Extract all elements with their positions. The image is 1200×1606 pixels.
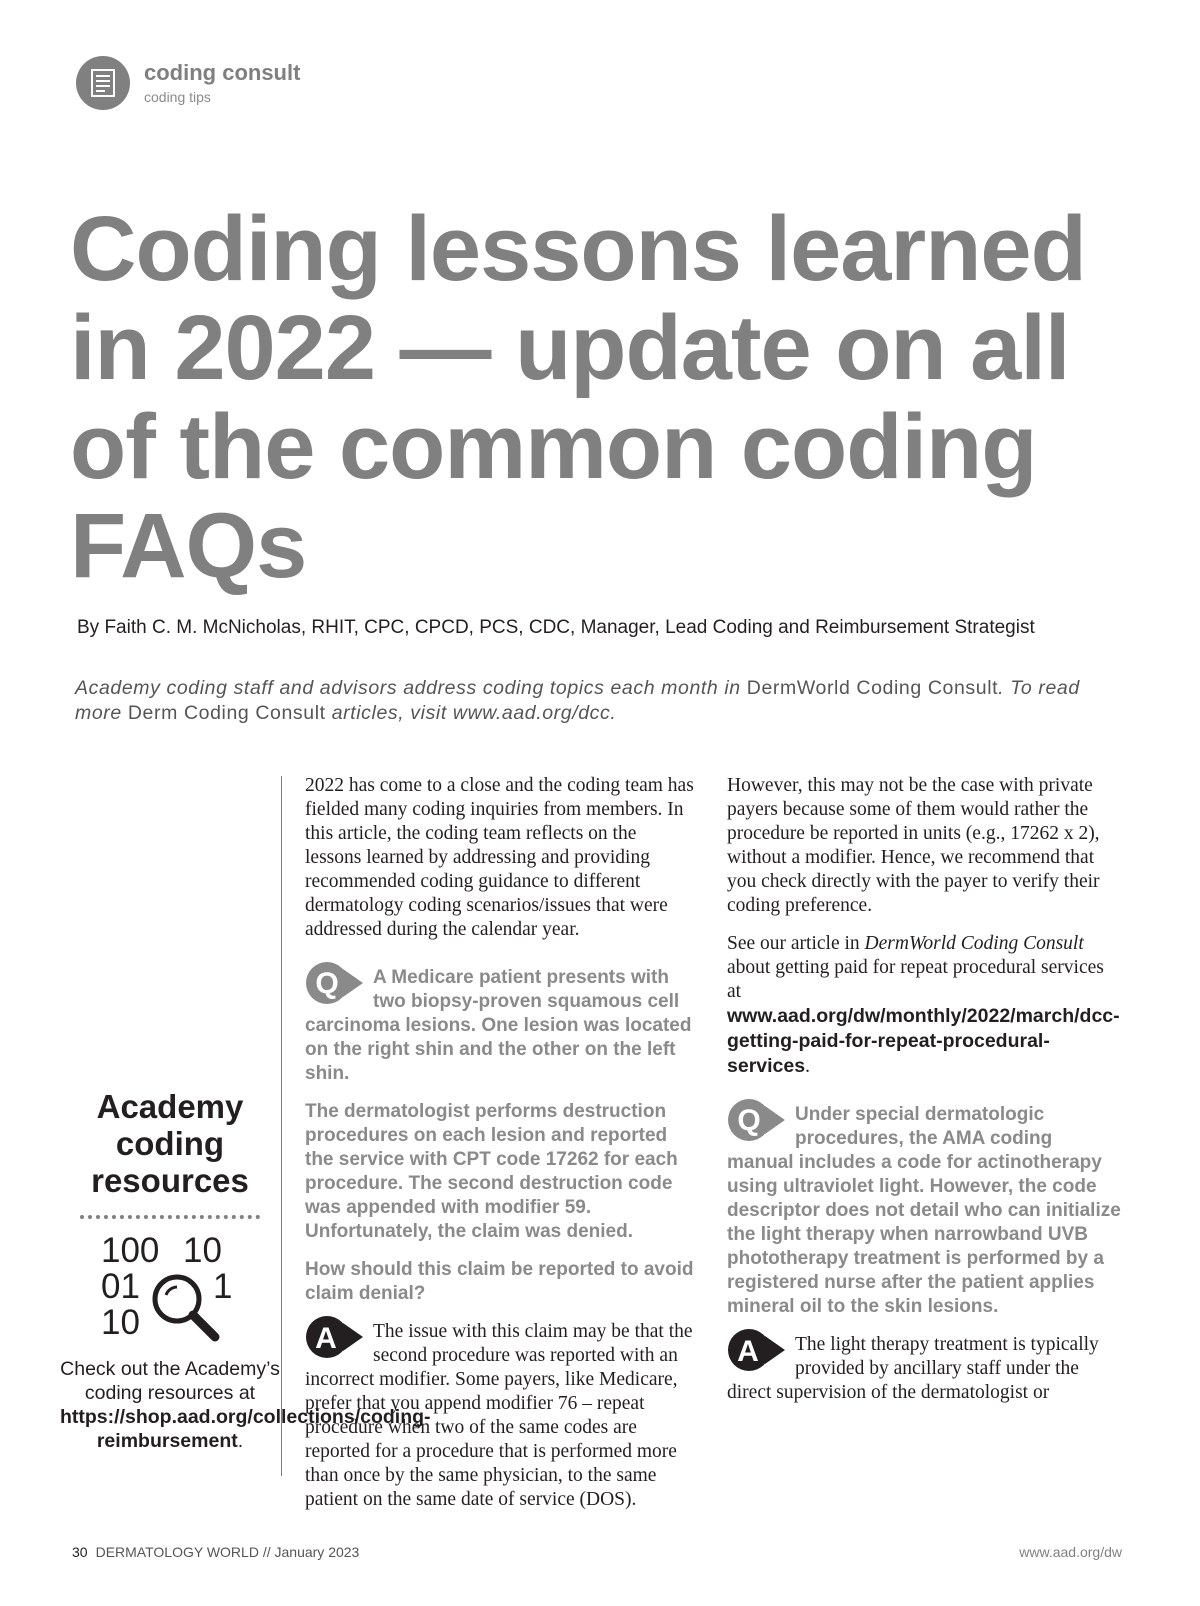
sidebar-text-end: . bbox=[237, 1430, 244, 1452]
sidebar-text-body: Check out the Academy’s coding resources at bbox=[60, 1358, 280, 1404]
sidebar-text bbox=[60, 1357, 431, 1453]
intro-part: articles, visit www.aad.org/dcc. bbox=[325, 702, 617, 724]
question-1 bbox=[305, 966, 695, 1086]
answer-badge-icon bbox=[305, 1314, 365, 1360]
sidebar-link[interactable]: https://shop.aad.org/collections/coding-reimbursement bbox=[60, 1406, 431, 1452]
article-column-1 bbox=[305, 774, 695, 1526]
question-badge-icon bbox=[305, 960, 365, 1006]
byline: By Faith C. M. McNicholas, RHIT, CPC, CPCD, PCS, CDC, Manager, Lead Coding and Reimbursement Strategist bbox=[77, 617, 1035, 638]
dotted-divider bbox=[80, 1215, 260, 1219]
paragraph: However, this may not be the case with private payers because some of them would rather the procedure be reported in units (e.g., 17262 x 2), without a modifier. Hence, we recommend that you check directly with the payer to verify their coding preference. bbox=[727, 775, 1100, 916]
paragraph: 2022 has come to a close and the coding team has fielded many coding inquiries from members. In this article, the coding team reflects on the lessons learned by addressing and providing recommended coding guidance to different dermatology coding scenarios/issues that were addressed during the calendar year. bbox=[305, 775, 694, 940]
article-link[interactable]: www.aad.org/dw/monthly/2022/march/dcc-getting-paid-for-repeat-procedural-services bbox=[727, 1005, 1120, 1077]
intro-part: . To read more bbox=[75, 677, 1080, 724]
intro-part: Academy coding staff and advisors address coding topics each month in bbox=[75, 677, 747, 699]
answer-badge-label: A bbox=[315, 1322, 337, 1355]
column-divider bbox=[281, 776, 282, 1476]
answer-badge-icon bbox=[727, 1327, 787, 1373]
text: about getting paid for repeat procedural services at bbox=[727, 957, 1104, 1002]
binary-digits: 10 bbox=[183, 1231, 222, 1270]
page-number: 30 bbox=[72, 1544, 88, 1560]
question-badge-icon bbox=[727, 1097, 787, 1143]
question-badge-label: Q bbox=[315, 967, 339, 1000]
footer-url[interactable]: www.aad.org/dw bbox=[1019, 1544, 1122, 1560]
binary-digits: 10 bbox=[101, 1303, 140, 1342]
text: . bbox=[805, 1056, 810, 1077]
answer-2 bbox=[727, 1333, 1122, 1405]
question-text: Under special dermatologic procedures, the AMA coding manual includes a code for actinotherapy using ultraviolet light. However, the code descriptor does not detail who can initialize the light therapy when narrowband UVB phototherapy treatment is performed by a registered nurse after the patient applies mineral oil to the skin lesions. bbox=[727, 1104, 1121, 1317]
question-detail: The dermatologist performs destruction procedures on each lesion and reported the service with CPT code 17262 for each procedure. The second destruction code was appended with modifier 59. Unfortunately, the claim was denied. bbox=[305, 1101, 678, 1242]
magnifier-icon bbox=[149, 1271, 225, 1347]
publication-footer: DERMATOLOGY WORLD // January 2023 bbox=[95, 1544, 360, 1560]
answer-text: The issue with this claim may be that the second procedure was reported with an incorrect modifier. Some payers, like Medicare, prefer that you append modifier 76 – repeat procedure when two of the same codes are reported for a procedure that is performed more than once by the same physician, to the same patient on the same date of service (DOS). bbox=[305, 1321, 693, 1510]
paragraph bbox=[727, 932, 1122, 1079]
binary-digits: 100 bbox=[101, 1231, 160, 1270]
subsection-label: coding tips bbox=[144, 89, 211, 105]
section-label: coding consult bbox=[144, 60, 301, 85]
article-column-2 bbox=[727, 774, 1122, 1419]
intro-publication: Derm Coding Consult bbox=[127, 702, 326, 724]
publication-name: DermWorld Coding Consult bbox=[864, 933, 1084, 954]
question-2 bbox=[727, 1103, 1122, 1319]
binary-search-icon bbox=[95, 1233, 245, 1353]
text: See our article in bbox=[727, 933, 865, 954]
sidebar bbox=[60, 1088, 431, 1453]
binary-digits: 1 bbox=[213, 1267, 233, 1306]
document-icon bbox=[76, 56, 130, 110]
question-badge-label: Q bbox=[737, 1104, 761, 1137]
binary-digits: 01 bbox=[101, 1267, 140, 1306]
intro-text bbox=[75, 676, 1125, 726]
sidebar-title: Academy coding resources bbox=[91, 1088, 249, 1199]
answer-text: The light therapy treatment is typically provided by ancillary staff under the direct supervision of the dermatologist or bbox=[727, 1334, 1099, 1403]
answer-1 bbox=[305, 1320, 695, 1512]
footer-left bbox=[72, 1544, 359, 1560]
question-ask: How should this claim be reported to avoid claim denial? bbox=[305, 1259, 694, 1304]
article-title: Coding lessons learned in 2022 — update on all of the common coding FAQs bbox=[70, 198, 1086, 597]
answer-badge-label: A bbox=[737, 1335, 759, 1368]
question-text: A Medicare patient presents with two biopsy-proven squamous cell carcinoma lesions. One lesion was located on the right shin and the other on the left shin. bbox=[305, 967, 692, 1084]
intro-publication: DermWorld Coding Consult bbox=[746, 677, 999, 699]
